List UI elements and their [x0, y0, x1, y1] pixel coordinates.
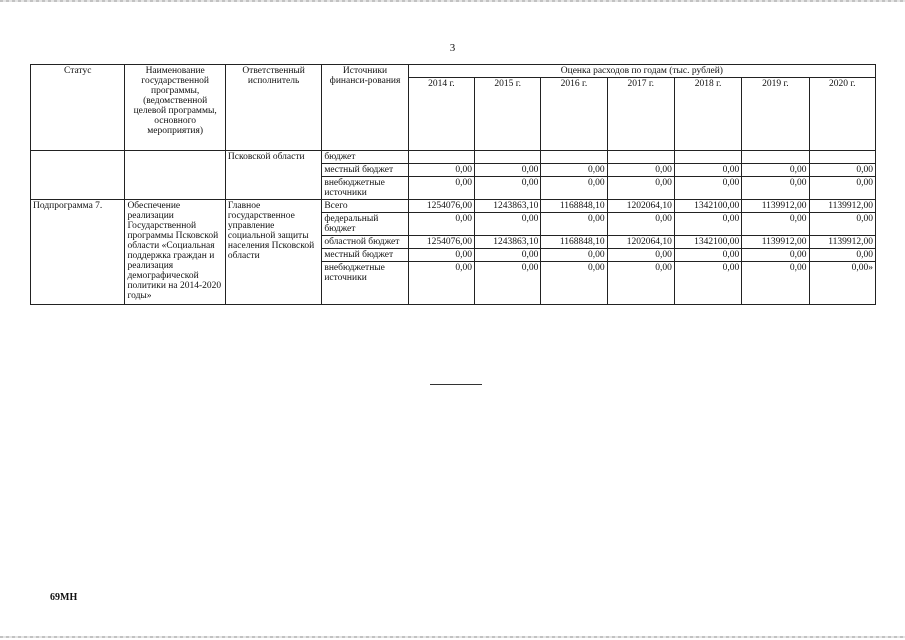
value-cell	[742, 151, 809, 164]
value-cell: 0,00	[607, 164, 674, 177]
value-cell: 0,00	[809, 164, 875, 177]
value-cell	[607, 151, 674, 164]
value-cell	[674, 151, 741, 164]
header-name: Наименование государственной программы, (ведомственной целевой программы, основного мероприятия)	[125, 65, 225, 151]
value-cell: 0,00	[674, 213, 741, 236]
value-cell: 0,00	[408, 164, 474, 177]
value-cell: 1139912,00	[742, 236, 809, 249]
end-rule	[430, 384, 482, 385]
value-cell: 1342100,00	[674, 236, 741, 249]
value-cell: 0,00	[408, 262, 474, 305]
value-cell: 1139912,00	[742, 200, 809, 213]
header-status: Статус	[31, 65, 125, 151]
value-cell: 0,00	[607, 213, 674, 236]
value-cell: 0,00	[742, 164, 809, 177]
value-cell: 0,00	[607, 262, 674, 305]
value-cell: 1202064,10	[607, 236, 674, 249]
table-row	[31, 200, 876, 213]
sub7-name: Обеспечение реализации Государственной программы Псковской области «Социальная поддержка граждан и реализация демографической политики на 2014-2020 годы»	[125, 200, 225, 305]
page-number: 3	[449, 42, 456, 54]
value-cell: 0,00	[541, 262, 607, 305]
value-cell: 0,00	[742, 249, 809, 262]
value-cell: 1243863,10	[475, 236, 541, 249]
value-cell: 0,00	[742, 213, 809, 236]
header-executor: Ответственный исполнитель	[225, 65, 321, 151]
value-cell: 0,00	[408, 177, 474, 200]
value-cell: 0,00	[607, 249, 674, 262]
value-cell: 0,00	[674, 164, 741, 177]
value-cell: 0,00	[475, 177, 541, 200]
value-cell: 1168848,10	[541, 200, 607, 213]
value-cell	[541, 151, 607, 164]
source-cell: местный бюджет	[322, 249, 408, 262]
value-cell: 0,00	[408, 213, 474, 236]
value-cell: 0,00	[742, 262, 809, 305]
year-2020: 2020 г.	[809, 78, 875, 151]
value-cell: 1254076,00	[408, 200, 474, 213]
source-cell: федеральный бюджет	[322, 213, 408, 236]
cont-status-cell	[31, 151, 125, 200]
value-cell: 0,00	[541, 164, 607, 177]
sub7-status: Подпрограмма 7.	[31, 200, 125, 305]
scan-edge-top	[0, 0, 905, 2]
value-cell: 0,00	[607, 177, 674, 200]
scan-edge-bottom	[0, 636, 905, 638]
budget-table	[30, 64, 876, 305]
cont-name-cell	[125, 151, 225, 200]
value-cell: 0,00	[475, 262, 541, 305]
year-2015: 2015 г.	[475, 78, 541, 151]
value-cell: 1139912,00	[809, 200, 875, 213]
year-2017: 2017 г.	[607, 78, 674, 151]
source-cell: внебюджетные источники	[322, 262, 408, 305]
sub7-executor: Главное государственное управление социальной защиты населения Псковской области	[225, 200, 321, 305]
year-2014: 2014 г.	[408, 78, 474, 151]
value-cell: 0,00	[541, 213, 607, 236]
header-source: Источники финанси-рования	[322, 65, 408, 151]
value-cell: 1168848,10	[541, 236, 607, 249]
value-cell: 0,00	[742, 177, 809, 200]
source-cell: бюджет	[322, 151, 408, 164]
source-cell: областной бюджет	[322, 236, 408, 249]
year-2016: 2016 г.	[541, 78, 607, 151]
header-row	[31, 65, 876, 78]
value-cell: 0,00	[475, 164, 541, 177]
table-row	[31, 151, 876, 164]
source-cell: Всего	[322, 200, 408, 213]
value-cell	[475, 151, 541, 164]
value-cell: 1139912,00	[809, 236, 875, 249]
value-cell: 0,00»	[809, 262, 875, 305]
value-cell: 0,00	[809, 213, 875, 236]
year-2018: 2018 г.	[674, 78, 741, 151]
value-cell: 1254076,00	[408, 236, 474, 249]
value-cell: 0,00	[408, 249, 474, 262]
cont-executor: Псковской области	[225, 151, 321, 200]
value-cell: 0,00	[674, 262, 741, 305]
value-cell	[408, 151, 474, 164]
source-cell: внебюджетные источники	[322, 177, 408, 200]
value-cell: 0,00	[809, 249, 875, 262]
value-cell: 1243863,10	[475, 200, 541, 213]
value-cell: 0,00	[541, 249, 607, 262]
document-code: 69МН	[50, 592, 78, 603]
year-2019: 2019 г.	[742, 78, 809, 151]
value-cell: 0,00	[809, 177, 875, 200]
header-cost: Оценка расходов по годам (тыс. рублей)	[408, 65, 875, 78]
value-cell: 0,00	[541, 177, 607, 200]
value-cell: 0,00	[475, 213, 541, 236]
value-cell: 0,00	[475, 249, 541, 262]
value-cell	[809, 151, 875, 164]
value-cell: 0,00	[674, 249, 741, 262]
value-cell: 1342100,00	[674, 200, 741, 213]
value-cell: 1202064,10	[607, 200, 674, 213]
value-cell: 0,00	[674, 177, 741, 200]
source-cell: местный бюджет	[322, 164, 408, 177]
